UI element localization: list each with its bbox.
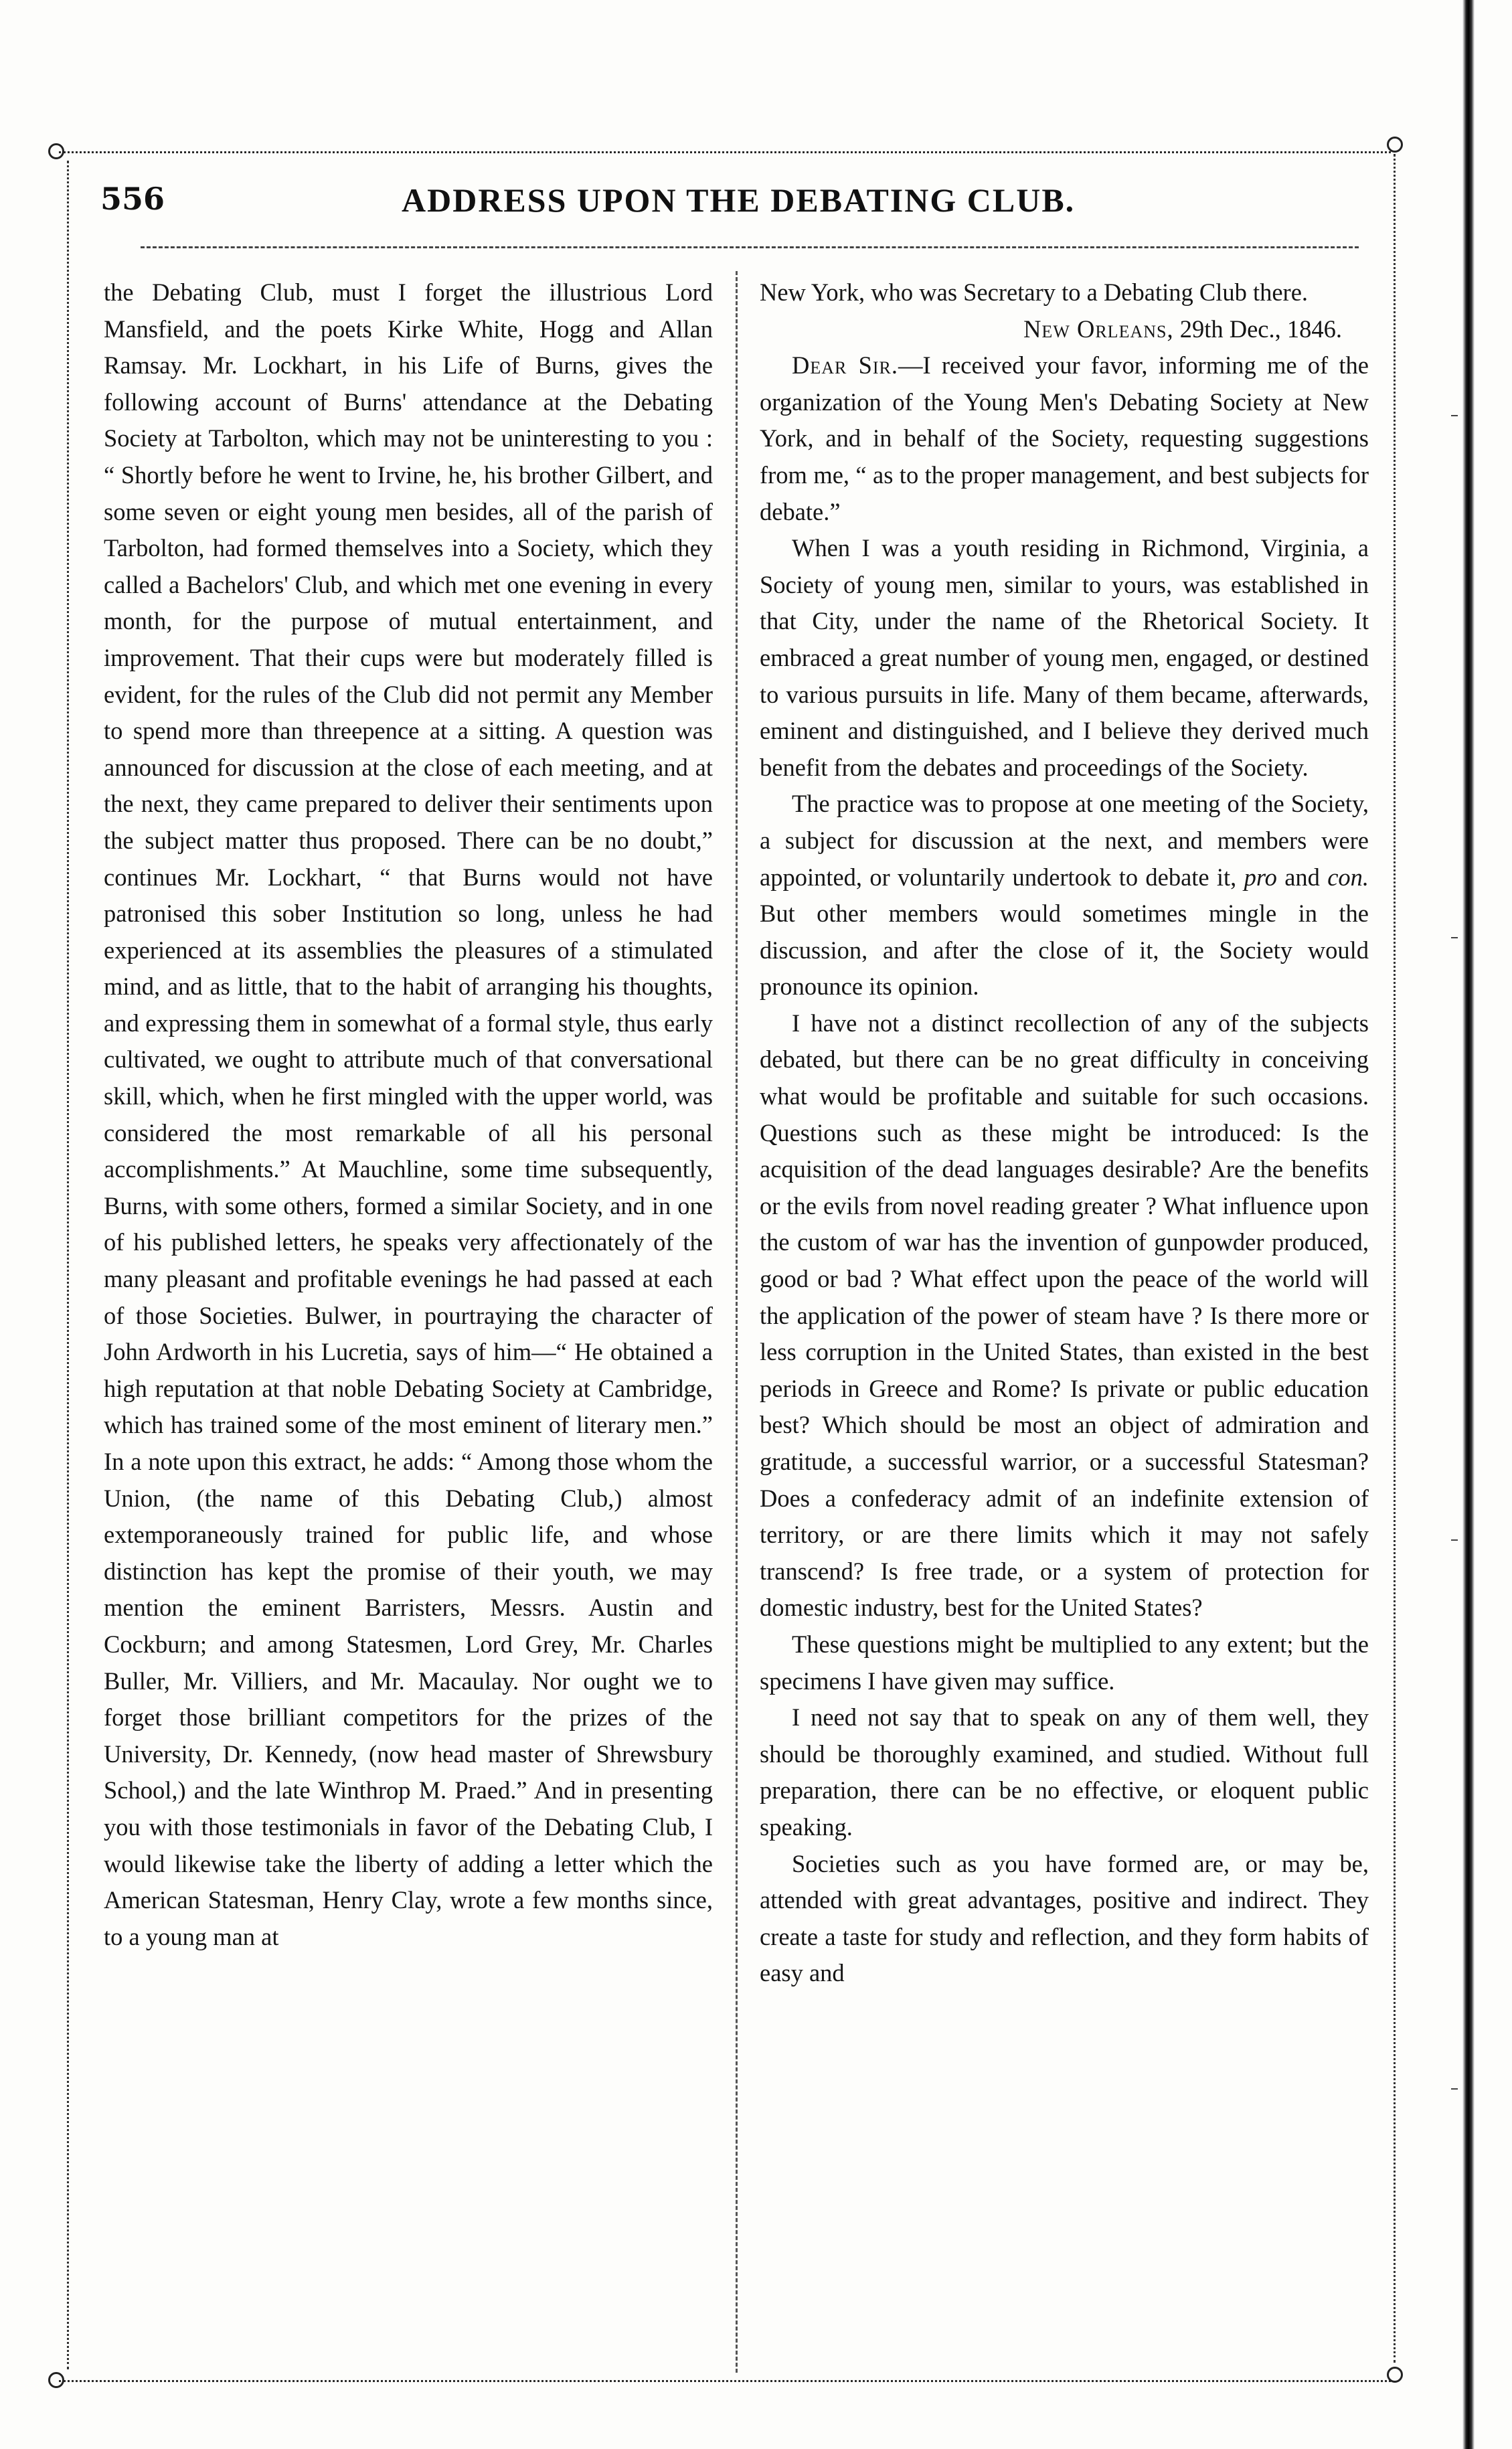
letter-paragraph xyxy=(760,786,1369,1005)
letter-paragraph: I have not a distinct recollection of any of the subjects debated, but there can be no great difficulty in conceiving what would be profitable and suitable for such occasions. Questions such as these might be introduced: Is the acquisition of the dead languages desirable? Are the benefits or the evils from novel reading greater ? What influence upon the custom of war has the invention of gunpowder produced, good or bad ? What effect upon the peace of the world will the application of the power of steam have ? Is there more or less corruption in the United States, than existed in the best periods in Greece and Rome? Is private or public education best? Which should be most an object of admiration and gratitude, a successful warrior, or a successful Statesman? Does a confederacy admit of an indefinite extension of territory, or are there limits which it may not safely transcend? Is free trade, or a system of protection for domestic industry, best for the United States? xyxy=(760,1009,1369,1622)
corner-ornament-icon xyxy=(48,2372,64,2388)
letter-text: The practice was to propose at one meeting of the Society, a subject for discussion at the next, and members were appointed, or voluntarily undertook to debate it, xyxy=(760,790,1369,891)
corner-ornament-icon xyxy=(48,143,64,159)
page-number: 556 xyxy=(100,181,165,217)
letter-salutation: Dear Sir. xyxy=(792,351,899,379)
letter-text: and xyxy=(1284,863,1320,891)
dateline-date: 29th Dec., 1846. xyxy=(1179,315,1342,343)
page-header xyxy=(100,181,1372,234)
letter-paragraph: When I was a youth residing in Richmond, Virginia, a Society of young men, similar to yours, was established in that City, under the name of the Rhetorical Society. It embraced a great number of young men, engaged, or destined to various pursuits in life. Many of them became, afterwards, eminent and distinguished, and I believe they derived much benefit from the debates and proceedings of the Society. xyxy=(760,534,1369,781)
latin-term: con. xyxy=(1327,863,1369,891)
letter-opening-text: —I received your favor, informing me of the organization of the Young Men's Debating Society at New York, and in behalf of the Society, requesting suggestions from me, “ as to the proper management, and best subjects for debate.” xyxy=(760,351,1369,525)
latin-term: pro xyxy=(1244,863,1277,891)
header-underline-rule xyxy=(141,246,1359,248)
letter-paragraph: I need not say that to speak on any of them well, they should be thoroughly examined, and studied. Without full preparation, there can be no effective, or eloquent public speaking. xyxy=(760,1703,1369,1841)
bottom-border-rule xyxy=(59,2380,1391,2382)
left-text-column xyxy=(104,274,713,1955)
continuation-paragraph: New York, who was Secretary to a Debating Club there. xyxy=(760,278,1309,306)
corner-ornament-icon xyxy=(1387,2367,1403,2383)
binding-tick xyxy=(1451,937,1458,938)
dateline-place: New Orleans, xyxy=(1023,315,1174,343)
column-divider-rule xyxy=(736,271,738,2373)
binding-tick xyxy=(1451,415,1458,416)
letter-dateline xyxy=(760,311,1369,348)
page-binding-edge xyxy=(1462,0,1475,2449)
letter-paragraph: These questions might be multiplied to any extent; but the specimens I have given may suffice. xyxy=(760,1630,1369,1695)
corner-ornament-icon xyxy=(1387,137,1403,153)
right-text-column xyxy=(760,274,1369,1992)
letter-paragraph xyxy=(760,347,1369,530)
running-title: ADDRESS UPON THE DEBATING CLUB. xyxy=(402,181,1076,219)
body-paragraph: the Debating Club, must I forget the illustrious Lord Mansfield, and the poets Kirke White, Hogg and Allan Ramsay. Mr. Lockhart, in his Life of Burns, gives the following account of Burns' attendance at the Debating Society at Tarbolton, which may not be uninteresting to you : “ Shortly before he went to Irvine, he, his brother Gilbert, and some seven or eight young men besides, all of the parish of Tarbolton, had formed themselves into a Society, which they called a Bachelors' Club, and which met one evening in every month, for the purpose of mutual entertainment, and improvement. That their cups were but moderately filled is evident, for the rules of the Club did not permit any Member to spend more than threepence at a sitting. A question was announced for discussion at the close of each meeting, and at the next, they came prepared to deliver their sentiments upon the subject matter thus proposed. There can be no doubt,” continues Mr. Lockhart, “ that Burns would not have patronised this sober Institution so long, unless he had experienced at its assemblies the pleasures of a stimulated mind, and as little, that to the habit of arranging his thoughts, and expressing them in somewhat of a formal style, thus early cultivated, we ought to attribute much of that conversational skill, which, when he first mingled with the upper world, was considered the most remarkable of all his personal accomplishments.” At Mauchline, some time subsequently, Burns, with some others, formed a similar Society, and in one of his published letters, he speaks very affectionately of the many pleasant and profitable evenings he had passed at each of those Societies. Bulwer, in pourtraying the character of John Ardworth in his Lucretia, says of him—“ He obtained a high reputation at that noble Debating Society at Cambridge, which has trained some of the most eminent of literary men.” In a note upon this extract, he adds: “ Among those whom the Union, (the name of this Debating Club,) almost extemporaneously trained for public life, and whose distinction has kept the promise of their youth, we may mention the eminent Barristers, Messrs. Austin and Cockburn; and among Statesmen, Lord Grey, Mr. Charles Buller, Mr. Villiers, and Mr. Macaulay. Nor ought we to forget those brilliant competitors for the prizes of the University, Dr. Kennedy, (now head master of Shrewsbury School,) and the late Winthrop M. Praed.” And in presenting you with those testimonials in favor of the Debating Club, I would likewise take the liberty of adding a letter which the American Statesman, Henry Clay, wrote a few months since, to a young man at xyxy=(104,278,713,1950)
binding-tick xyxy=(1451,1539,1458,1541)
letter-text: But other members would sometimes mingle in the discussion, and after the close of it, the Society would pronounce its opinion. xyxy=(760,900,1369,1001)
top-border-rule xyxy=(59,151,1391,153)
letter-paragraph: Societies such as you have formed are, or may be, attended with great advantages, positive and indirect. They create a taste for study and reflection, and they form habits of easy and xyxy=(760,1849,1369,1987)
binding-tick xyxy=(1451,2088,1458,2090)
right-border-rule xyxy=(1394,154,1396,2363)
left-border-rule xyxy=(67,161,69,2369)
